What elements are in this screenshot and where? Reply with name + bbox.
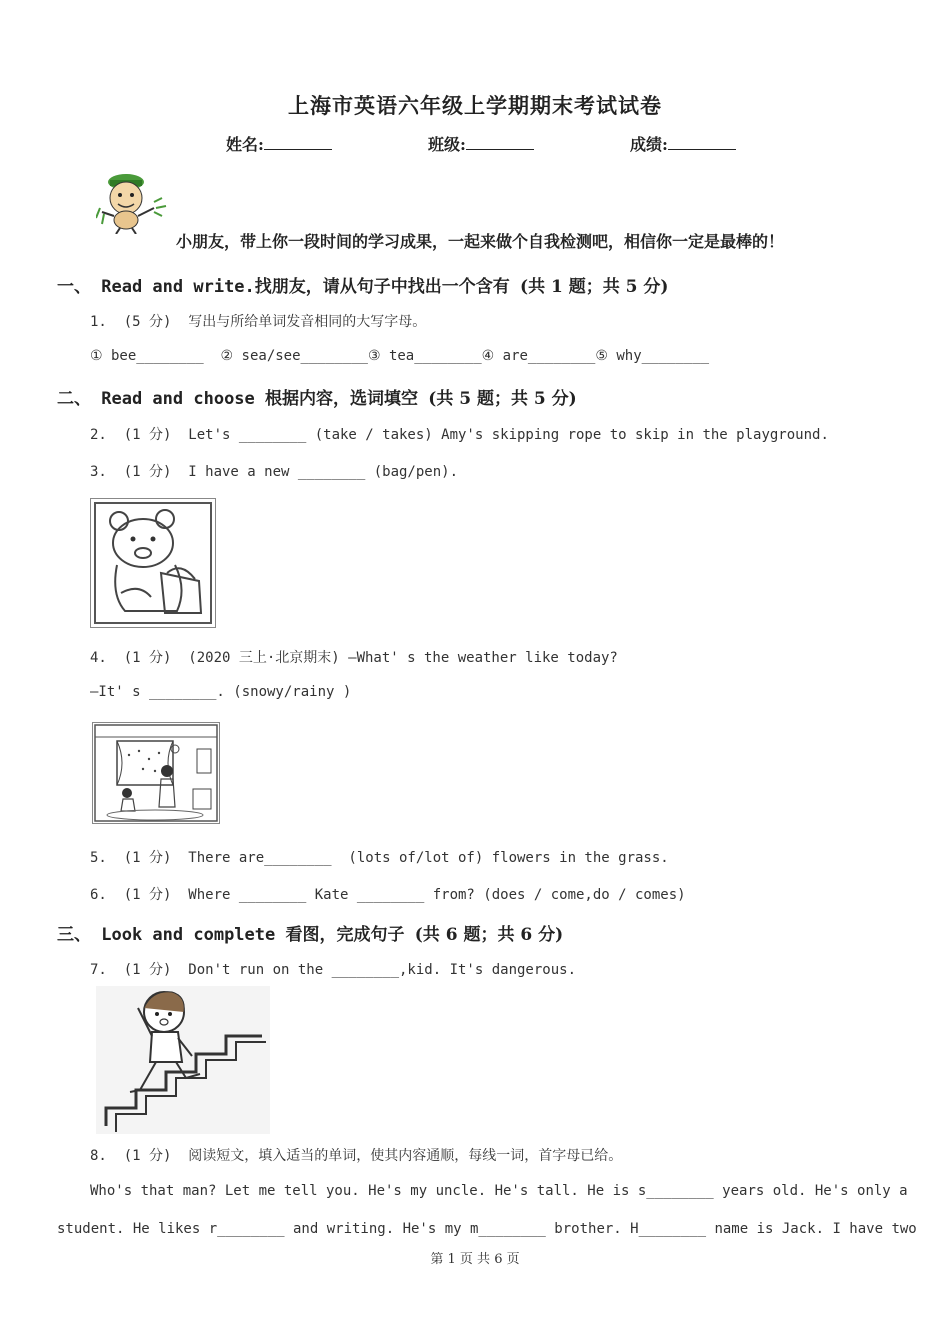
section-title-cn: 看图，完成句子 — [285, 925, 405, 945]
question-7-stem: 7. (1 分) Don't run on the ________,kid. It's dangerous. — [90, 962, 577, 978]
encouragement-text: 小朋友，带上你一段时间的学习成果，一起来做个自我检测吧，相信你一定是最棒的！ — [176, 232, 785, 251]
boy-on-stairs-image — [96, 986, 270, 1134]
question-8-stem: 8. (1 分) 阅读短文，填入适当的单词，使其内容通顺，每线一词，首字母已给。 — [90, 1148, 623, 1164]
question-4-line2: —It' s ________. (snowy/rainy ) — [90, 684, 352, 700]
section-meta: (共 6 题；共 6 分) — [414, 925, 564, 945]
girls-at-window-image — [92, 722, 220, 824]
class-label: 班级: — [428, 135, 466, 154]
section-title-cn: 根据内容，选词填空 — [265, 389, 419, 409]
question-6-stem: 6. (1 分) Where ________ Kate ________ from? (does / come,do / comes) — [90, 887, 686, 903]
passage-line-2: student. He likes r________ and writing. He's my m________ brother. H________ name is Jack. I have two — [57, 1221, 917, 1237]
section-number: 一、 — [57, 277, 91, 297]
section-title-cn: 找朋友，请从句子中找出一个含有 — [254, 277, 510, 297]
name-field[interactable] — [226, 132, 332, 155]
name-blank[interactable] — [264, 135, 332, 150]
question-1-stem: 1. (5 分) 写出与所给单词发音相同的大写字母。 — [90, 314, 427, 330]
score-label: 成绩: — [630, 135, 668, 154]
mascot-illustration — [96, 168, 172, 234]
page-footer: 第 1 页 共 6 页 — [430, 1252, 520, 1267]
score-blank[interactable] — [668, 135, 736, 150]
section-number: 三、 — [57, 925, 91, 945]
section-3-heading — [57, 920, 563, 945]
question-2-stem: 2. (1 分) Let's ________ (take / takes) Amy's skipping rope to skip in the playground. — [90, 427, 829, 443]
section-meta: (共 1 题；共 5 分) — [520, 277, 669, 297]
exam-title: 上海市英语六年级上学期期末考试试卷 — [288, 93, 662, 118]
section-1-heading — [57, 272, 668, 297]
name-label: 姓名: — [226, 135, 264, 154]
passage-line-1: Who's that man? Let me tell you. He's my uncle. He's tall. He is s________ years old. He's only a — [90, 1183, 908, 1199]
score-field[interactable] — [630, 132, 736, 155]
question-4-stem: 4. (1 分) (2020 三上·北京期末) —What' s the weather like today? — [90, 650, 618, 666]
question-3-stem: 3. (1 分) I have a new ________ (bag/pen). — [90, 464, 459, 480]
question-5-stem: 5. (1 分) There are________ (lots of/lot of) flowers in the grass. — [90, 850, 669, 866]
class-field[interactable] — [428, 132, 534, 155]
section-meta: (共 5 题；共 5 分) — [428, 389, 577, 409]
section-title-en: Read and choose — [101, 389, 255, 409]
section-title-en: Look and complete — [101, 925, 276, 945]
class-blank[interactable] — [466, 135, 534, 150]
bear-with-bag-image — [90, 498, 216, 628]
section-title-en: Read and write. — [101, 277, 255, 297]
section-number: 二、 — [57, 389, 91, 409]
section-2-heading — [57, 384, 577, 409]
question-1-options: ① bee________ ② sea/see________③ tea________④ are________⑤ why________ — [90, 348, 710, 364]
